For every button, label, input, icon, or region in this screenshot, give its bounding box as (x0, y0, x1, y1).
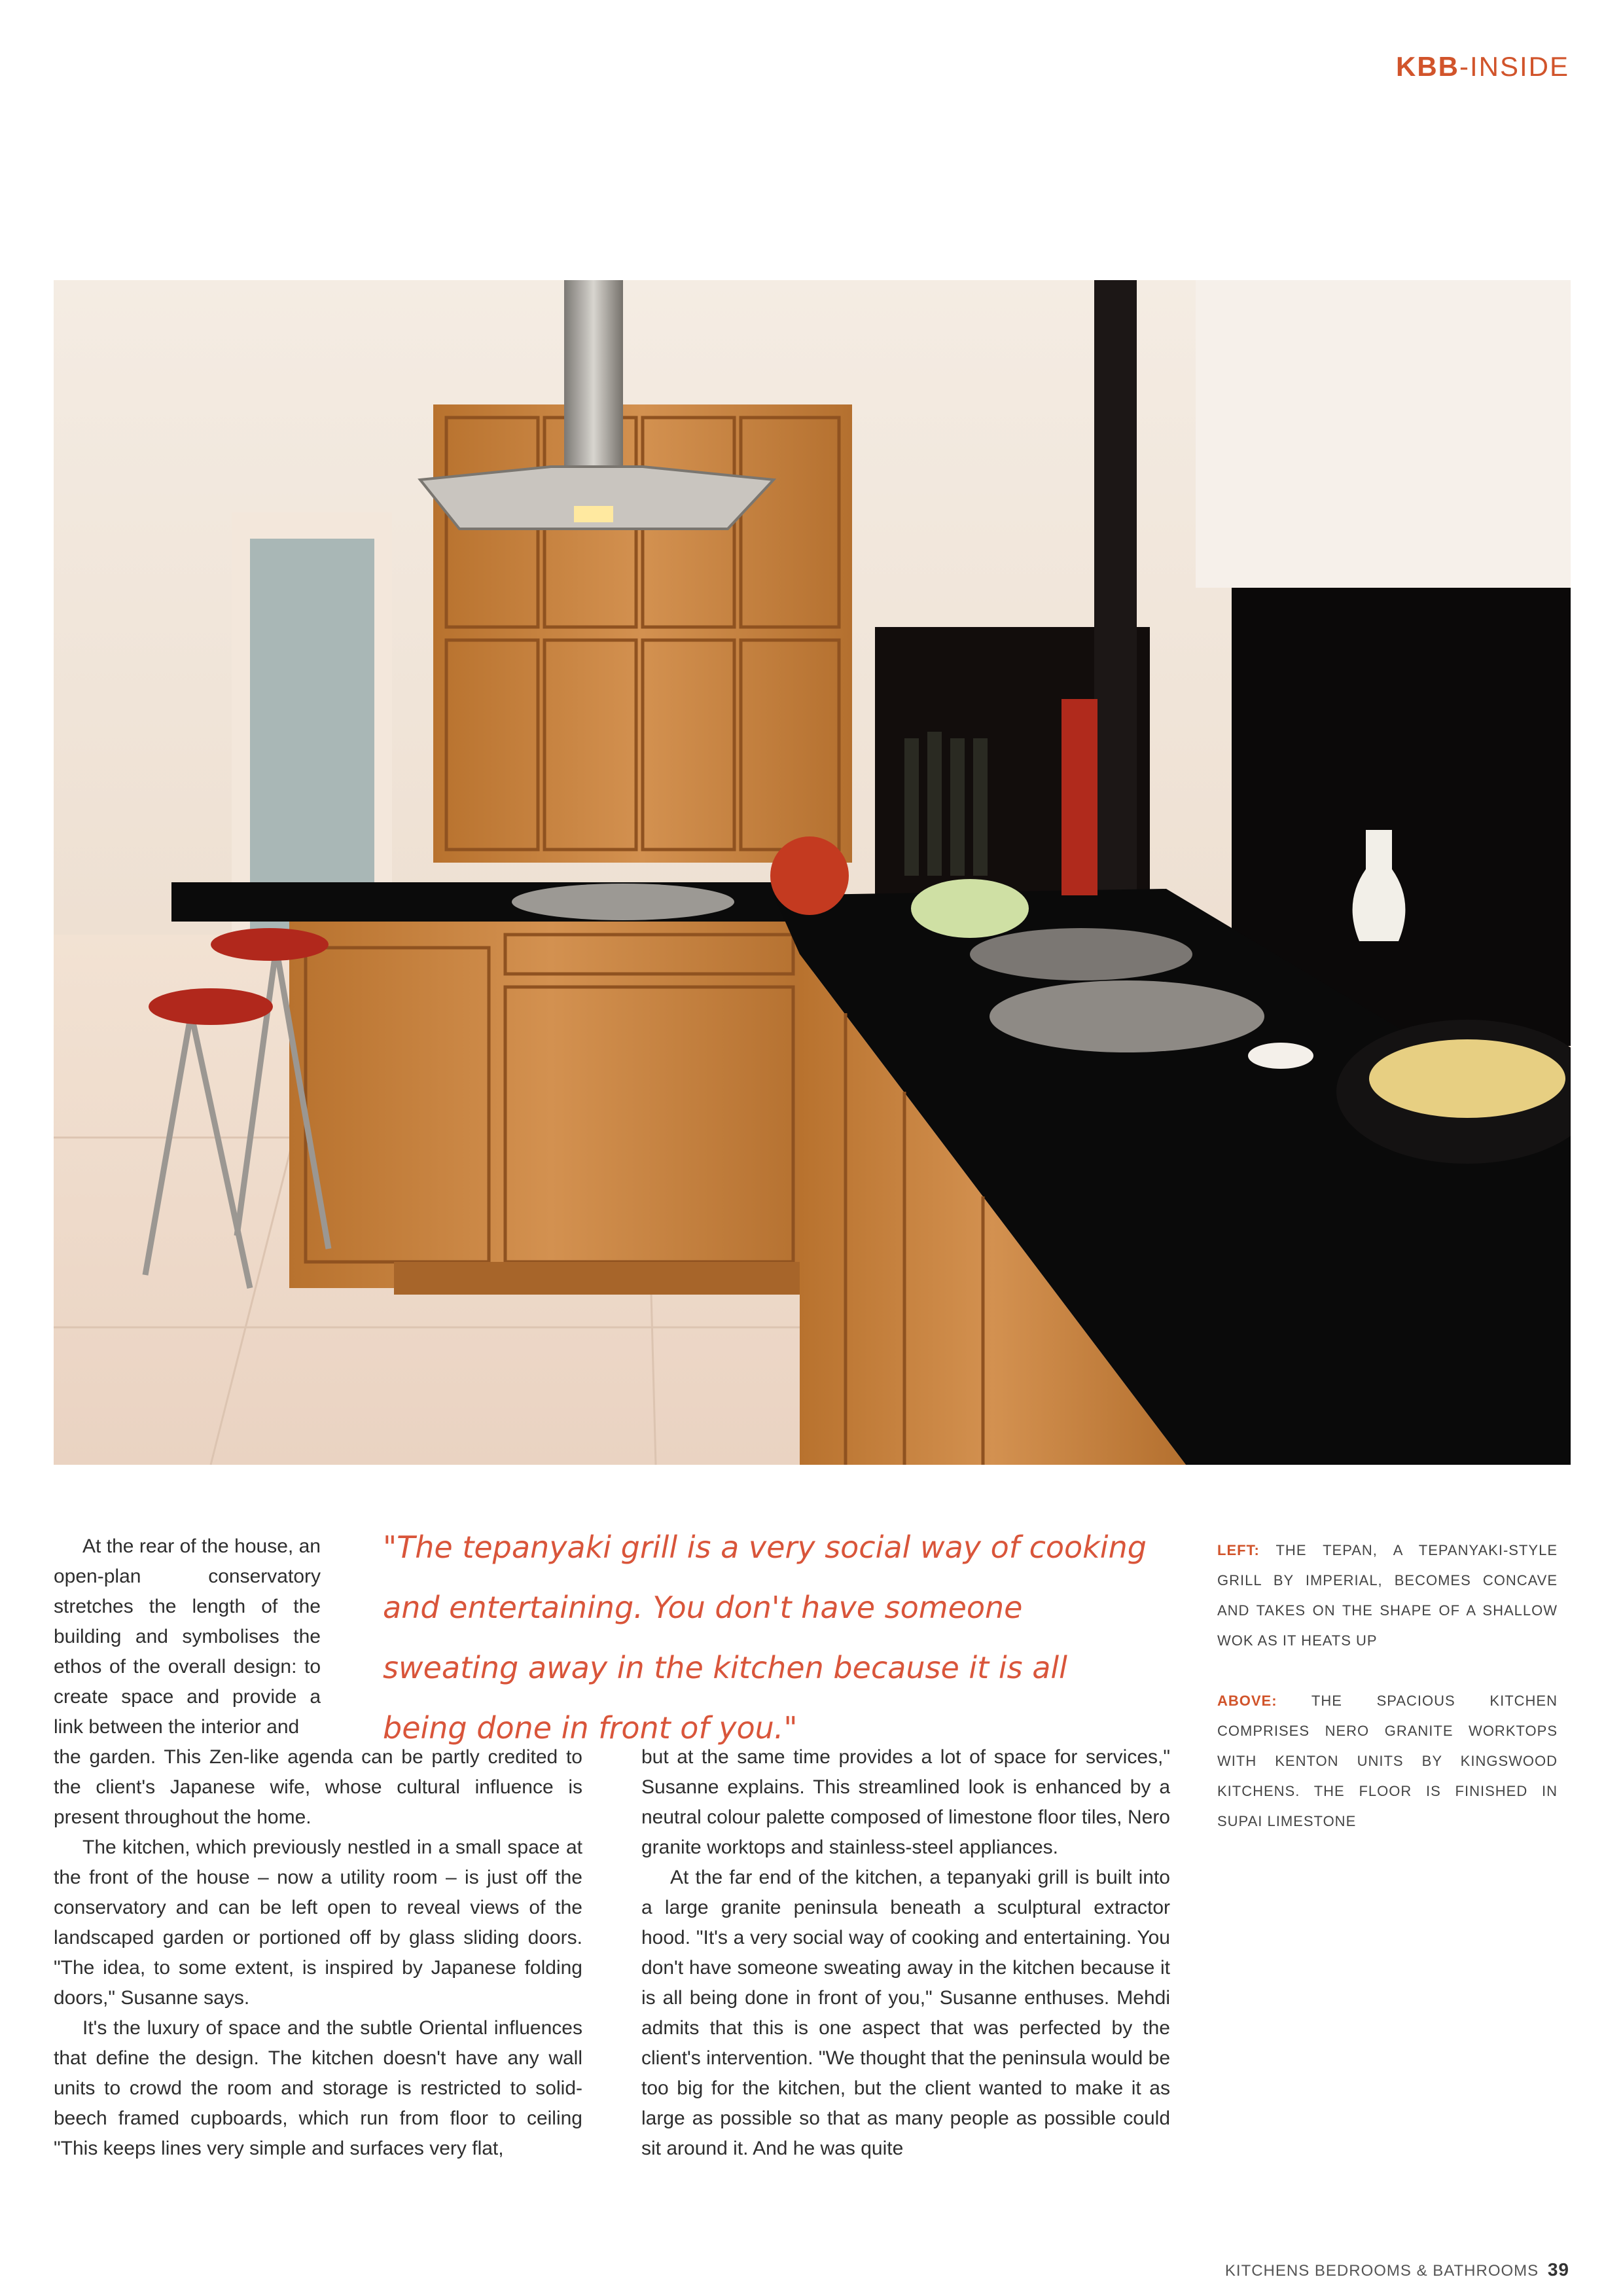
body-column-middle (641, 1742, 1170, 2164)
body-paragraph: It's the luxury of space and the subtle Oriental influences that define the design. The kitchen doesn't have any wall units to crowd the room and storage is restricted to solid-beech framed cupboards, which run from floor to ceiling "This keeps lines very simple and surfaces very flat, (54, 2017, 582, 2159)
body-paragraph: The kitchen, which previously nestled in a small space at the front of the house – now a utility room – is just off the conservatory and can be left open to reveal views of the landscaped garden or portioned off by glass sliding doors. "The idea, to some extent, is inspired by Japanese folding doors," Susanne says. (54, 1837, 582, 2009)
photo-captions (1217, 1535, 1558, 1867)
magazine-title: KITCHENS BEDROOMS & BATHROOMS (1224, 2262, 1539, 2280)
body-paragraph: At the far end of the kitchen, a tepanyaki grill is built into a large granite peninsula beneath a sculptural extractor hood. "It's a very social way of cooking and entertaining. You don't have someone sweating away in the kitchen because it is all being done in front of you," Susanne enthuses. Mehdi admits that this is one aspect that was perfected by the client's intervention. "We thought that the peninsula would be too big for the kitchen, but the client wanted to make it as large as possible so that as many people as possible could sit around it. And he was quite (641, 1867, 1171, 2159)
page-number: 39 (1547, 2259, 1569, 2280)
pull-quote: "The tepanyaki grill is a very social way of cooking and entertaining. You don't have someone sweating away in the kitchen because it is all being done in front of you." (383, 1530, 1147, 1746)
kitchen-photo (54, 280, 1571, 1465)
body-column-left (54, 1742, 582, 2164)
section-name: -INSIDE (1459, 51, 1569, 82)
caption-left-tag: LEFT: (1217, 1542, 1260, 1558)
body-paragraph: the garden. This Zen-like agenda can be partly credited to the client's Japanese wife, whose cultural influence is present throughout the home. (54, 1746, 582, 1828)
page-footer (1225, 2259, 1569, 2280)
page-header (1396, 51, 1569, 82)
caption-above-text: THE SPACIOUS KITCHEN COMPRISES NERO GRANITE WORKTOPS WITH KENTON UNITS BY KINGSWOOD KITCHENS. THE FLOOR IS FINISHED IN SUPAI LIMESTONE (1217, 1693, 1558, 1829)
caption-above-tag: ABOVE: (1217, 1693, 1277, 1709)
caption-left-text: THE TEPAN, A TEPANYAKI-STYLE GRILL BY IMPERIAL, BECOMES CONCAVE AND TAKES ON THE SHAPE OF A SHALLOW WOK AS IT HEATS UP (1217, 1542, 1558, 1649)
body-column-left-top (54, 1532, 321, 1742)
caption-above (1217, 1686, 1558, 1837)
body-paragraph: but at the same time provides a lot of space for services," Susanne explains. This streamlined look is enhanced by a neutral colour palette composed of limestone floor tiles, Nero granite worktops and stainless-steel appliances. (641, 1746, 1170, 1858)
section-brand: KBB (1395, 51, 1459, 82)
body-paragraph: At the rear of the house, an open-plan conservatory stretches the length of the building and symbolises the ethos of the overall design: to create space and provide a link between the interior and (54, 1535, 321, 1738)
caption-left (1217, 1535, 1558, 1656)
